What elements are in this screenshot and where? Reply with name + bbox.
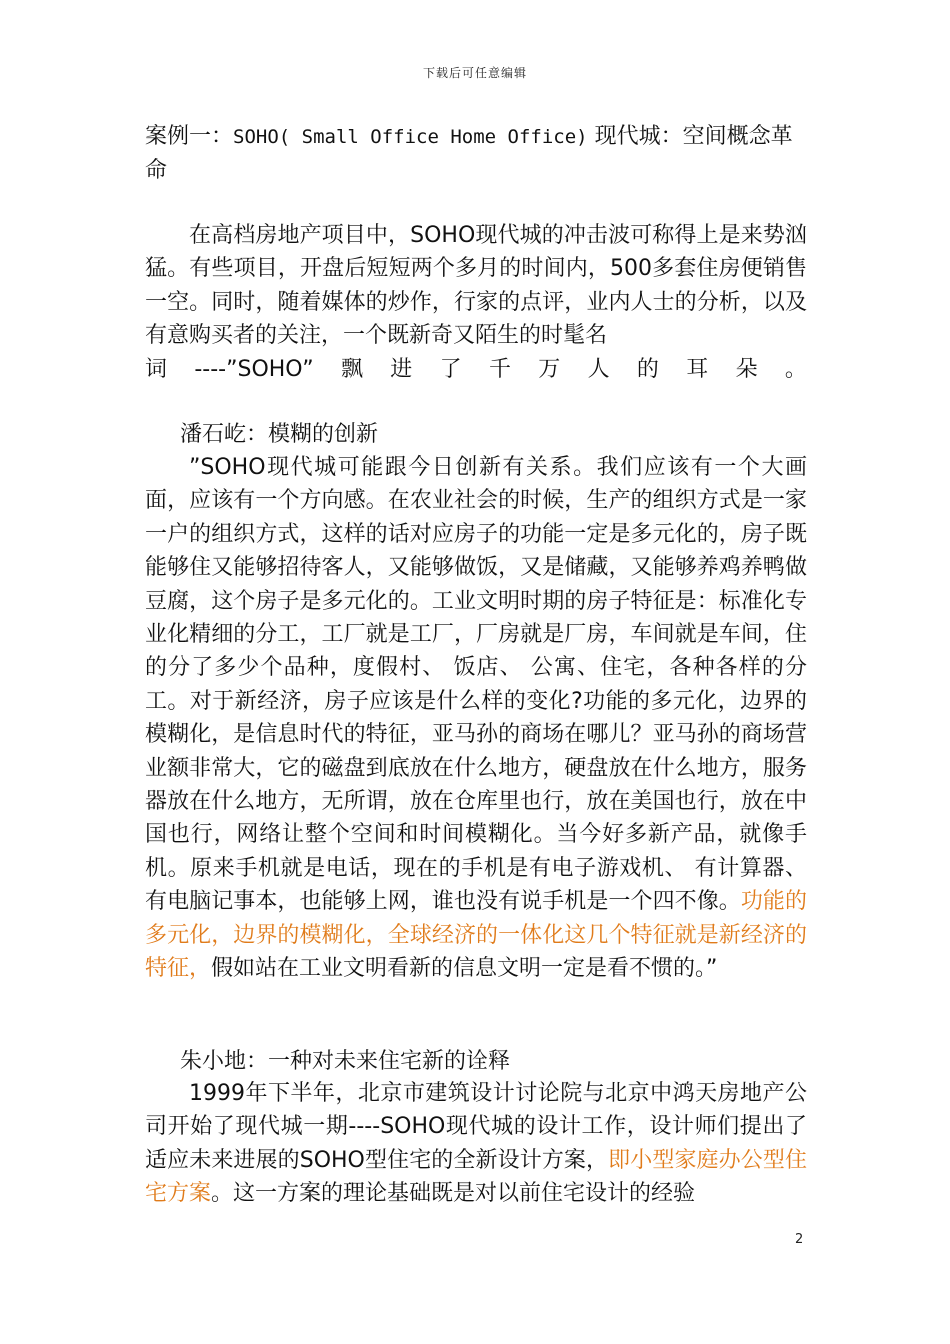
intro-word: 人: [587, 356, 610, 382]
intro-word: 词: [145, 356, 168, 382]
intro-word: ----”SOHO”: [194, 356, 314, 382]
pan-heading: 潘石屹：模糊的创新: [180, 422, 379, 447]
zhu-heading: 朱小地：一种对未来住宅新的诠释: [180, 1049, 511, 1074]
case-title: [145, 120, 807, 187]
intro-word: 进: [390, 356, 413, 382]
intro-word: 万: [538, 356, 561, 382]
pan-text-a: ”SOHO现代城可能跟今日创新有关系。我们应该有一个大画面，应该有一个方向感。在农业社会的时候，生产的组织方式是一家一户的组织方式，这样的话对应房子的功能一定是多元化的，房子既能够住又能够招待客人，又能够做饭，又是储藏，又能够养鸡养鸭做豆腐，这个房子是多元化的。工业文明时期的房子特征是：标准化专业化精细的分工，工厂就是工厂，厂房就是厂房，车间就是车间，住的分了多少个品种，度假村、 饭店、 公寓、住宅，各种各样的分工。对于新经济，房子应该是什么样的变化?功能的多元化，边界的模糊化，是信息时代的特征，亚马孙的商场在哪儿？亚马孙的商场营业额非常大，它的磁盘到底放在什么地方，硬盘放在什么地方，服务器放在什么地方，无所谓，放在仓库里也行，放在美国也行，放在中国也行，网络让整个空间和时间模糊化。当今好多新产品，就像手机。原来手机就是电话，现在的手机是有电子游戏机、 有计算器、 有电脑记事本，也能够上网，谁也没有说手机是一个四不像。: [145, 455, 807, 915]
title-prefix: 案例一：: [145, 124, 234, 149]
intro-word: 的: [636, 356, 659, 382]
pan-text-b: 假如站在工业文明看新的信息文明一定是看不惯的。”: [211, 956, 718, 982]
intro-word: 朵: [735, 356, 758, 382]
zhu-text-b: 。这一方案的理论基础既是对以前住宅设计的经验: [211, 1181, 696, 1207]
intro-text: 在高档房地产项目中，SOHO现代城的冲击波可称得上是来势汹猛。有些项目，开盘后短短两个多月的时间内，500多套住房便销售一空。同时，随着媒体的炒作，行家的点评，业内人士的分析，以及有意购买者的关注，一个既新奇又陌生的时髦名: [145, 223, 807, 349]
pan-quote-paragraph: [145, 451, 807, 986]
intro-word: 耳: [686, 356, 709, 382]
zhu-text-a: 1999年下半年，北京市建筑设计讨论院与北京中鸿天房地产公司开始了现代城一期----SOHO现代城的设计工作，设计师们提出了适应未来进展的SOHO型住宅的全新设计方案，: [145, 1081, 807, 1173]
zhu-highlight: 即小型家庭办公型住宅方案: [145, 1147, 807, 1207]
intro-word: 了: [439, 356, 462, 382]
title-latin: SOHO( Small Office Home Office): [233, 126, 588, 148]
zhu-paragraph: [145, 1077, 807, 1211]
intro-last-line: [145, 353, 807, 386]
intro-word: 飘: [340, 356, 363, 382]
pan-highlight: 功能的多元化，边界的模糊化，全球经济的一体化这几个特征就是新经济的特征，: [145, 889, 807, 982]
intro-paragraph: [145, 219, 807, 386]
title-suffix: 现代城：空间概念革命: [145, 124, 793, 183]
page-header: 下载后可任意编辑: [422, 66, 527, 80]
page-number: 2: [795, 1232, 804, 1247]
intro-word: 千: [488, 356, 511, 382]
intro-word: 。: [784, 356, 807, 382]
